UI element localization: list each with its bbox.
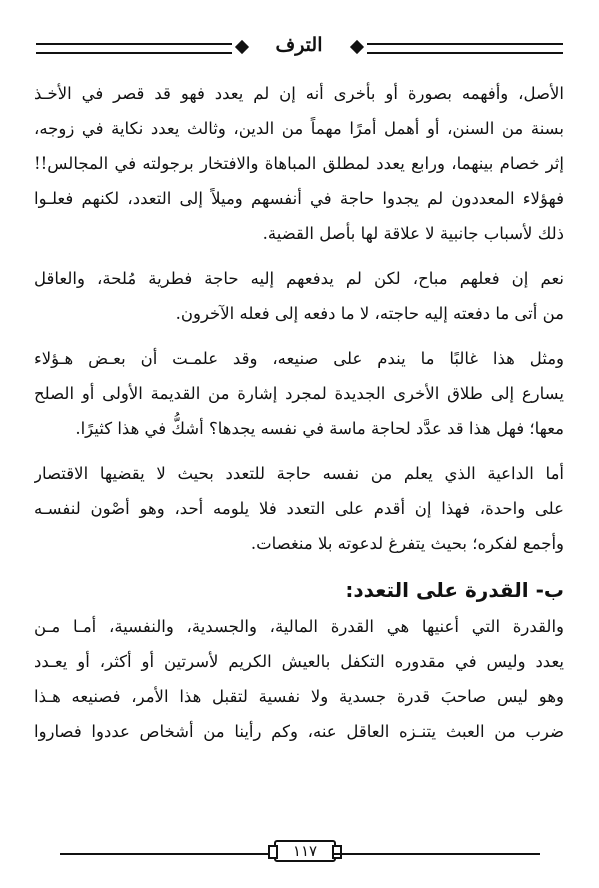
- footer-rule-left: [60, 853, 272, 855]
- paragraph-5: [34, 609, 564, 749]
- text-line: وهو ليس صاحبَ قدرة جسدية ولا نفسية لتقبل هذا الأمر، فصنيعه هـذا: [34, 687, 564, 706]
- text-line: يعدد وليس في مقدوره التكفل بالعيش الكريم لأسرتين أو أكثر، أو يعـدد: [34, 652, 564, 671]
- header-rule-right: [367, 43, 563, 54]
- page-number-box: [274, 840, 336, 862]
- text-line: الأصل، وأفهمه بصورة أو بأخرى أنه إن لم يعدد فهو قد قصر في الأخـذ: [34, 84, 564, 103]
- text-line: إثر خصام بينهما، ورابع يعدد لمطلق المباهاة والافتخار برجولته في المجالس!!: [34, 154, 564, 173]
- paragraph-1: [34, 76, 564, 251]
- page-footer: [60, 836, 540, 862]
- header-diamond-right: [350, 40, 364, 54]
- text-line: يسارع إلى طلاق الأخرى الجديدة لمجرد إشارة من القديمة الأولى أو الصلح: [34, 384, 564, 403]
- text-line: والقدرة التي أعنيها هي القدرة المالية، والجسدية، والنفسية، أمـا مـن: [34, 617, 564, 636]
- footer-rule-right: [334, 853, 540, 855]
- text-line: ذلك لأسباب جانبية لا علاقة لها بأصل القضية.: [262, 224, 564, 243]
- text-line: من أتى ما دفعته إليه حاجته، لا ما دفعه إلى فعله الآخرون.: [175, 304, 564, 323]
- paragraph-2: [34, 261, 564, 331]
- text-line: معها؛ فهل هذا قد عدَّد لحاجة ماسة في نفسه يجدها؟ أشكُّ في هذا كثيرًا.: [75, 419, 564, 438]
- page-body: [34, 76, 564, 749]
- section-heading: ب- القدرة على التعدد:: [345, 578, 564, 602]
- text-line: أما الداعية الذي يعلم من نفسه حاجة للتعدد بحيث لا يقضيها الاقتصار: [34, 464, 564, 483]
- running-header: [36, 34, 563, 64]
- text-line: نعم إن فعلهم مباح، لكن لم يدفعهم إليه حاجة فطرية مُلحة، والعاقل: [34, 269, 564, 288]
- header-diamond-left: [235, 40, 249, 54]
- header-title: الترف: [275, 34, 323, 56]
- header-rule-left: [36, 43, 232, 54]
- text-line: بسنة من السنن، أو أهمل أمرًا مهماً من الدين، وثالث يعدد نكاية في زوجه،: [34, 119, 564, 138]
- text-line: ضرب من العبث يتنـزه العاقل عنه، وكم رأينا من أشخاص عددوا فصاروا: [34, 722, 564, 741]
- paragraph-4: [34, 456, 564, 561]
- text-line: فهؤلاء المعددون لم يجدوا حاجة في أنفسهم وميلاً إلى التعدد، لكنهم فعلـوا: [34, 189, 564, 208]
- page-number: ١١٧: [292, 842, 318, 860]
- text-line: وأجمع لفكره؛ بحيث يتفرغ لدعوته بلا منغصات.: [250, 534, 564, 553]
- text-line: ومثل هذا غالبًا ما يندم على صنيعه، وقد علمـت أن بعـض هـؤلاء: [34, 349, 564, 368]
- paragraph-3: [34, 341, 564, 446]
- text-line: على واحدة، فهذا إن أقدم على التعدد فلا يلومه أحد، وهو أصْون لنفسـه: [34, 499, 564, 518]
